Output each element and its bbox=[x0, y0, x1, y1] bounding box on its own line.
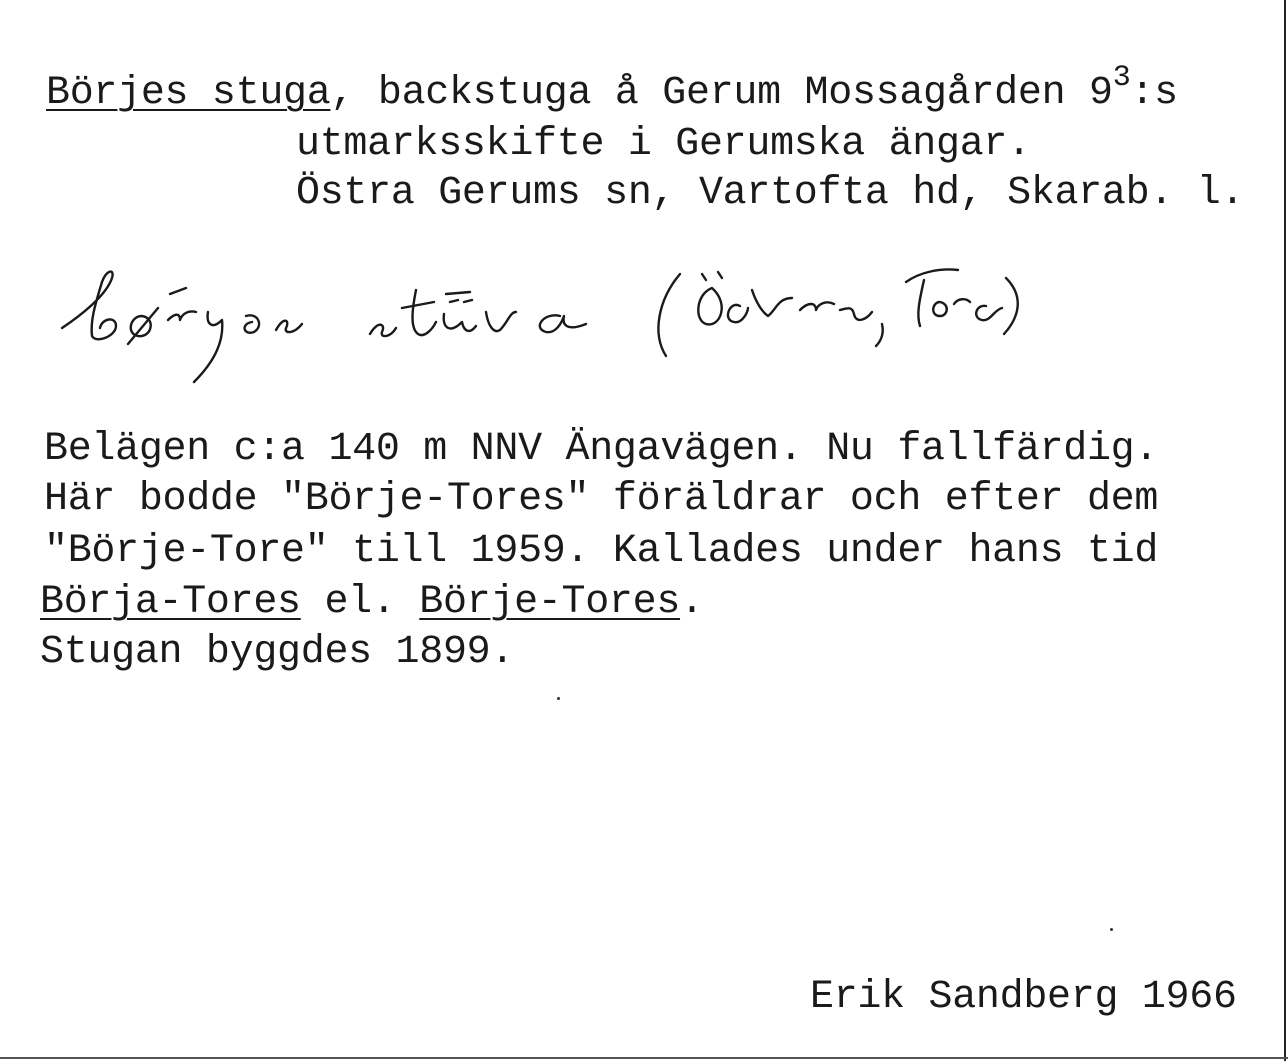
handwritten-pronunciation bbox=[40, 250, 1050, 390]
paper-speck bbox=[1110, 928, 1113, 931]
paper-speck bbox=[557, 697, 560, 700]
body-line-2: Här bodde "Börje-Tores" föräldrar och efter dem bbox=[44, 477, 1159, 522]
body-line-1: Belägen c:a 140 m NNV Ängavägen. Nu fallfärdig. bbox=[44, 427, 1159, 472]
nickname-2: Börje-Tores bbox=[419, 580, 681, 625]
heading-line-1 bbox=[46, 61, 1178, 116]
heading-line-3: Östra Gerums sn, Vartofta hd, Skarab. l. bbox=[296, 171, 1245, 216]
body-line-5: Stugan byggdes 1899. bbox=[40, 630, 515, 675]
body-line-4-end: . bbox=[680, 580, 704, 625]
heading-line-2: utmarksskifte i Gerumska ängar. bbox=[296, 122, 1031, 167]
body-line-4-middle: el. bbox=[300, 580, 420, 625]
body-line-4 bbox=[40, 581, 704, 625]
signature: Erik Sandberg 1966 bbox=[810, 975, 1237, 1020]
nickname-1: Börja-Tores bbox=[40, 580, 301, 625]
heading-description: , backstuga å Gerum Mossagården 9 bbox=[330, 71, 1113, 116]
body-line-3: "Börje-Tore" till 1959. Kallades under hans tid bbox=[44, 529, 1159, 574]
card-bottom-edge bbox=[0, 1057, 1288, 1059]
heading-superscript: 3 bbox=[1112, 61, 1131, 95]
heading-description-end: :s bbox=[1130, 71, 1178, 116]
place-name: Börjes stuga bbox=[46, 71, 331, 116]
card-right-edge bbox=[1284, 0, 1286, 1061]
